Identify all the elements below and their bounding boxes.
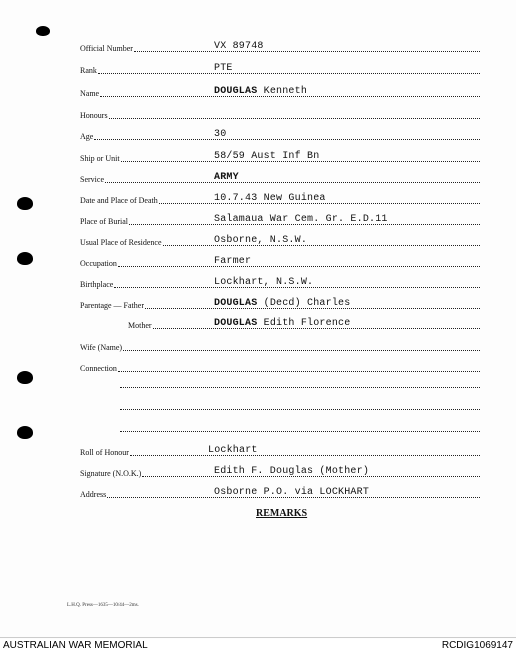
official-number-label: Official Number	[80, 44, 133, 53]
dotted-line	[163, 245, 480, 246]
honours-row	[80, 106, 480, 122]
usual-residence-value: Osborne, N.S.W.	[214, 235, 308, 246]
punch-hole-mark	[17, 426, 33, 439]
record-id: RCDIG1069147	[441, 640, 513, 651]
ship-or-unit-label: Ship or Unit	[80, 154, 120, 163]
name-value	[214, 86, 307, 97]
archive-name: AUSTRALIAN WAR MEMORIAL	[3, 640, 148, 651]
service-label: Service	[80, 175, 104, 184]
connection-continuation-line	[120, 387, 480, 388]
rank-row	[80, 61, 480, 77]
official-number-value: VX 89748	[214, 41, 264, 52]
official-number-row	[80, 39, 480, 55]
given-name: Kenneth	[263, 86, 308, 97]
date-place-of-death-row	[80, 191, 480, 207]
connection-continuation-line	[120, 431, 480, 432]
birthplace-value: Lockhart, N.S.W.	[214, 277, 314, 288]
father-label: Parentage — Father	[80, 301, 144, 310]
usual-residence-label: Usual Place of Residence	[80, 238, 162, 247]
occupation-row	[80, 254, 480, 270]
dotted-line	[109, 118, 480, 119]
occupation-label: Occupation	[80, 259, 117, 268]
dotted-line	[130, 455, 480, 456]
birthplace-row	[80, 275, 480, 291]
service-value: ARMY	[214, 172, 239, 183]
place-of-burial-label: Place of Burial	[80, 217, 128, 226]
father-value	[214, 298, 350, 309]
place-of-burial-row	[80, 212, 480, 228]
occupation-value: Farmer	[214, 256, 252, 267]
name-row	[80, 84, 480, 100]
place-of-burial-value: Salamaua War Cem. Gr. E.D.11	[214, 214, 388, 225]
father-rest: (Decd) Charles	[263, 298, 351, 309]
wife-row	[80, 338, 480, 354]
address-value: Osborne P.O. via LOCKHART	[214, 487, 370, 498]
punch-hole-mark	[36, 26, 50, 36]
dotted-line	[123, 350, 480, 351]
signature-row	[80, 464, 480, 480]
connection-row	[80, 359, 480, 375]
punch-hole-mark	[17, 252, 33, 265]
mother-surname: DOUGLAS	[214, 318, 258, 329]
dotted-line	[105, 182, 480, 183]
name-label: Name	[80, 89, 100, 98]
roll-of-honour-value: Lockhart	[208, 445, 258, 456]
surname: DOUGLAS	[214, 86, 258, 97]
usual-residence-row	[80, 233, 480, 249]
punch-hole-mark	[17, 197, 33, 210]
age-label: Age	[80, 132, 94, 141]
signature-value: Edith F. Douglas (Mother)	[214, 466, 370, 477]
punch-hole-mark	[17, 371, 33, 384]
mother-row	[80, 316, 480, 332]
father-row	[80, 296, 480, 312]
remarks-heading: REMARKS	[256, 508, 308, 519]
roll-of-honour-label: Roll of Honour	[80, 448, 129, 457]
ship-or-unit-row	[80, 149, 480, 165]
mother-label: Mother	[128, 321, 152, 330]
mother-rest: Edith Florence	[263, 318, 351, 329]
date-place-of-death-label: Date and Place of Death	[80, 196, 158, 205]
dotted-line	[118, 371, 480, 372]
father-surname: DOUGLAS	[214, 298, 258, 309]
rank-value: PTE	[214, 63, 233, 74]
roll-of-honour-row	[80, 443, 480, 459]
address-row	[80, 485, 480, 501]
birthplace-label: Birthplace	[80, 280, 114, 289]
wife-label: Wife (Name)	[80, 343, 123, 352]
honours-label: Honours	[80, 111, 108, 120]
mother-value	[214, 318, 350, 329]
age-value: 30	[214, 129, 227, 140]
connection-label: Connection	[80, 364, 117, 373]
signature-label: Signature (N.O.K.)	[80, 469, 142, 478]
rank-label: Rank	[80, 66, 97, 75]
printer-imprint: L.H.Q. Press—1635—10/44—2ms.	[67, 603, 139, 608]
archive-footer	[0, 639, 516, 654]
age-row	[80, 127, 480, 143]
service-row	[80, 170, 480, 186]
date-place-of-death-value: 10.7.43 New Guinea	[214, 193, 326, 204]
dotted-line	[134, 51, 480, 52]
connection-continuation-line	[120, 409, 480, 410]
footer-divider	[0, 637, 516, 638]
dotted-line	[98, 73, 480, 74]
address-label: Address	[80, 490, 107, 499]
ship-or-unit-value: 58/59 Aust Inf Bn	[214, 151, 320, 162]
dotted-line	[118, 266, 480, 267]
dotted-line	[94, 139, 480, 140]
